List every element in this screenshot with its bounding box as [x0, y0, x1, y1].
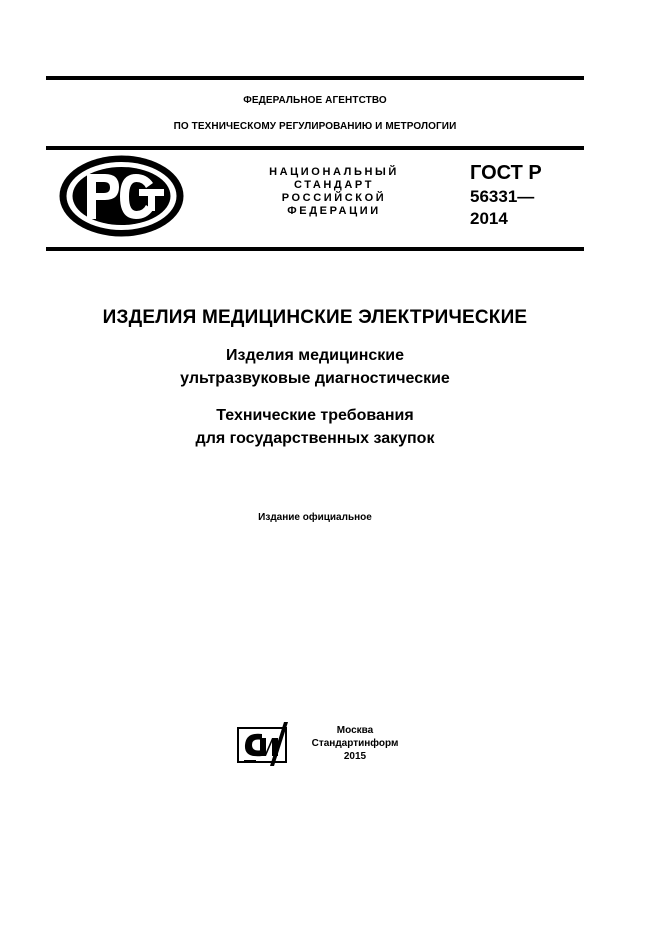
- document-subtitle-2: [0, 404, 630, 450]
- document-title: ИЗДЕЛИЯ МЕДИЦИНСКИЕ ЭЛЕКТРИЧЕСКИЕ: [102, 307, 528, 328]
- subtitle-line: Технические требования: [216, 407, 414, 424]
- top-rule: [46, 76, 584, 80]
- publisher-city: Москва: [336, 725, 374, 736]
- middle-rule: [46, 146, 584, 150]
- document-subtitle-1: [0, 344, 630, 390]
- subtitle-line: для государственных закупок: [195, 430, 435, 447]
- national-line: ФЕДЕРАЦИИ: [287, 205, 381, 217]
- standard-code-number: 56331—: [470, 187, 535, 206]
- standartinform-logo-icon: [236, 722, 290, 766]
- national-standard-label: [244, 166, 424, 218]
- publication-year: 2015: [343, 751, 367, 762]
- subtitle-line: Изделия медицинские: [226, 347, 404, 364]
- national-line: СТАНДАРТ: [293, 179, 375, 191]
- publisher-name: Стандартинформ: [311, 738, 399, 749]
- agency-name-line2: ПО ТЕХНИЧЕСКОМУ РЕГУЛИРОВАНИЮ И МЕТРОЛОГИИ: [173, 121, 457, 132]
- bottom-rule: [46, 247, 584, 251]
- edition-label: Издание официальное: [258, 512, 372, 523]
- standard-code: [470, 160, 542, 230]
- agency-name-line1: ФЕДЕРАЛЬНОЕ АГЕНТСТВО: [243, 95, 387, 106]
- standard-code-year: 2014: [470, 209, 508, 228]
- publisher-info: [305, 724, 405, 763]
- rst-gost-logo-icon: [57, 153, 186, 239]
- national-line: НАЦИОНАЛЬНЫЙ: [269, 166, 399, 178]
- standard-code-prefix: ГОСТ Р: [470, 162, 542, 184]
- subtitle-line: ультразвуковые диагностические: [180, 370, 450, 387]
- national-line: РОССИЙСКОЙ: [281, 192, 387, 204]
